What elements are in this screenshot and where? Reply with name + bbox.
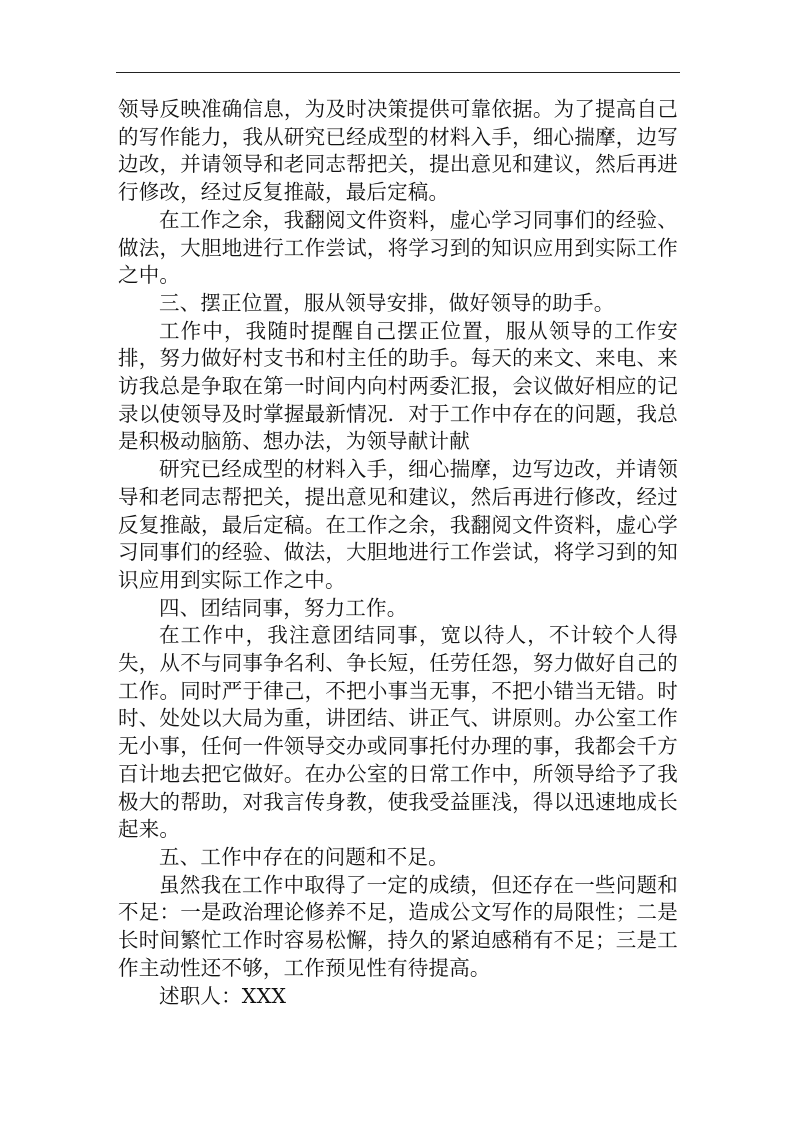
section-heading: 四、团结同事，努力工作。 xyxy=(159,595,408,620)
paragraph: 在工作中，我注意团结同事，宽以待人，不计较个人得失，从不与同事争名利、争长短，任劳任怨，努力做好自己的工作。同时严于律己，不把小事当无事，不把小错当无错。时时、处处以大局为重，讲团结、讲正气、讲原则。办公室工作无小事，任何一件领导交办或同事托付办理的事，我都会千方百计地去把它做好。在办公室的日常工作中，所领导给予了我极大的帮助，对我言传身教，使我受益匪浅，得以迅速地成长起来。 xyxy=(118,623,678,842)
paragraph: 研究已经成型的材料入手，细心揣摩，边写边改，并请领导和老同志帮把关，提出意见和建议，然后再进行修改，经过反复推敲，最后定稿。在工作之余，我翻阅文件资料，虚心学习同事们的经验、做法，大胆地进行工作尝试，将学习到的知识应用到实际工作之中。 xyxy=(118,457,678,592)
paragraph: 工作中，我随时提醒自己摆正位置，服从领导的工作安排，努力做好村支书和村主任的助手。每天的来文、来电、来访我总是争取在第一时间内向村两委汇报，会议做好相应的记录以使领导及时掌握最新情况．对于工作中存在的问题，我总是积极动脑筋、想办法，为领导献计献 xyxy=(118,318,678,454)
section-heading: 三、摆正位置，服从领导安排，做好领导的助手。 xyxy=(159,290,615,315)
paragraph: 在工作之余，我翻阅文件资料，虚心学习同事们的经验、做法，大胆地进行工作尝试，将学习到的知识应用到实际工作之中。 xyxy=(118,207,678,288)
signature-line: 述职人：XXX xyxy=(159,983,287,1008)
section-heading: 五、工作中存在的问题和不足。 xyxy=(159,844,449,869)
paragraph: 虽然我在工作中取得了一定的成绩，但还存在一些问题和不足：一是政治理论修养不足，造成公文写作的局限性；二是长时间繁忙工作时容易松懈，持久的紧迫感稍有不足；三是工作主动性还不够，工作预见性有待提高。 xyxy=(118,872,678,980)
header-rule xyxy=(116,72,680,73)
document-body xyxy=(118,96,678,1010)
paragraph-continued: 领导反映准确信息，为及时决策提供可靠依据。为了提高自己的写作能力，我从研究已经成型的材料入手，细心揣摩，边写边改，并请领导和老同志帮把关，提出意见和建议，然后再进行修改，经过反复推敲，最后定稿。 xyxy=(118,97,678,205)
